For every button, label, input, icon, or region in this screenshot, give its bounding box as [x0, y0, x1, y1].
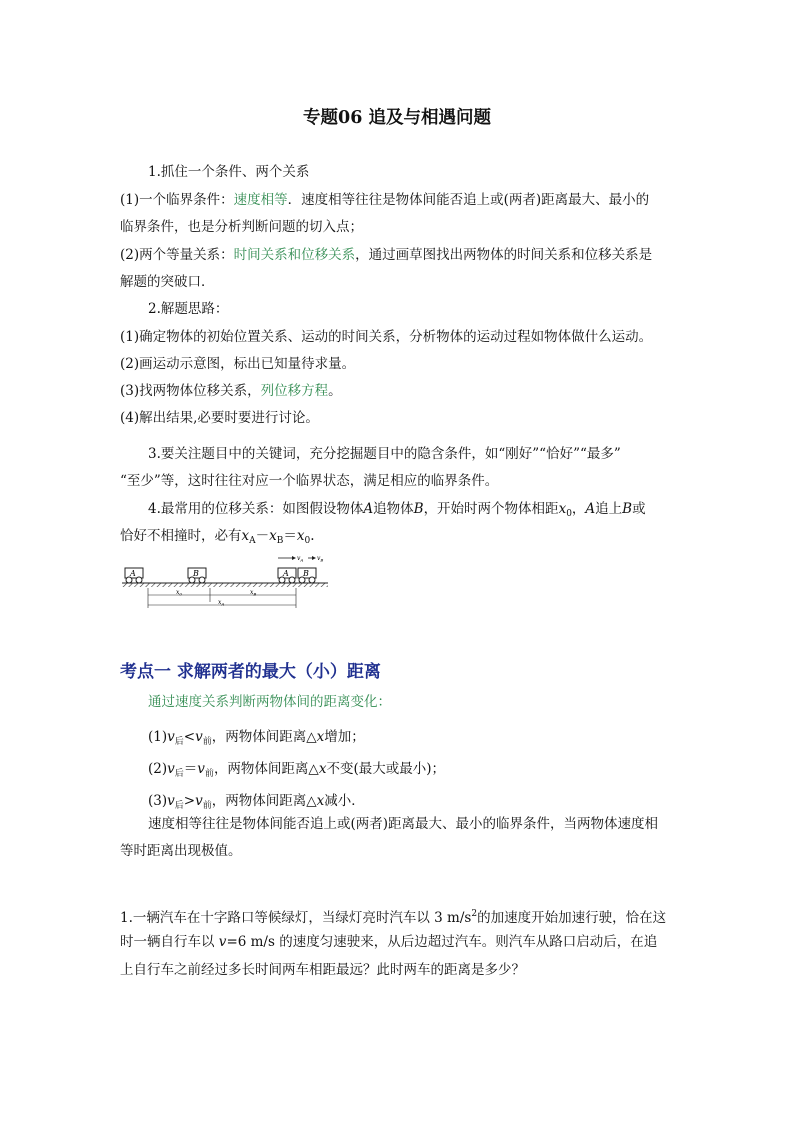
p4-text: 恰好不相撞时，必有: [120, 528, 242, 544]
p4-var-b: B: [413, 501, 424, 517]
velocity-arrow-b: [308, 555, 323, 563]
q1-line2: 时一辆自行车以 v=6 m/s 的速度匀速驶来，从后边超过汽车。则汽车从路口启动后，在追: [120, 934, 658, 950]
p1-l3-a: (2)两个等量关系：: [120, 247, 234, 263]
p4-line2: [120, 526, 680, 551]
p5-note-line1: 速度相等往往是物体间能否追上或(两者)距离最大、最小的临界条件，当两物体速度相: [148, 816, 659, 832]
p5-case1: $(1)v_后<v_前$，两物体间距离△x增加；: [148, 729, 365, 747]
p4-x0: $x_0$: [558, 501, 572, 519]
p1-line1: [120, 190, 680, 210]
p4-text: ，开始时两个物体相距: [423, 501, 559, 517]
p4-var-a: A: [585, 501, 596, 517]
svg-text:A: A: [283, 569, 289, 578]
svg-text:xB: $x_B$: [250, 589, 257, 597]
p4-formula: $x_A-x_B=x_0$.: [241, 528, 315, 546]
p1-line4: 解题的突破口．: [120, 274, 215, 290]
p2-step4: (4)解出结果,必要时要进行讨论。: [120, 410, 319, 426]
section-heading: 考点一 求解两者的最大（小）距离: [120, 662, 381, 682]
p4-line1: [148, 499, 708, 524]
svg-text:vB: $v_B$: [317, 555, 324, 563]
p1-line3: [120, 245, 680, 265]
car-a-end: [278, 568, 296, 583]
q1-line1: 1.一辆汽车在十字路口等候绿灯，当绿灯亮时汽车以 3 $m/s^2$的加速度开始加速行驶，恰在这: [120, 909, 667, 926]
dim-x0: [148, 589, 210, 597]
p1-line2: 临界条件，也是分析判断问题的切入点；: [120, 219, 363, 235]
svg-text:x0: $x_0$: [176, 589, 182, 597]
p4-text: 或: [632, 501, 646, 517]
p4-text: 追物体: [373, 501, 414, 517]
p4-var-a: A: [363, 501, 374, 517]
p4-var-b: B: [622, 501, 633, 517]
car-a-label: A: [130, 569, 136, 578]
p2-s3-highlight: 列位移方程: [260, 383, 329, 399]
p2-s3-b: 。: [328, 383, 342, 399]
p2-step2: (2)画运动示意图，标出已知量待求量。: [120, 356, 356, 372]
p1-l1-b: ．速度相等往往是物体间能否追上或(两者)距离最大、最小的: [287, 192, 650, 208]
p1-l1-highlight: 速度相等: [233, 192, 288, 208]
p1-heading: 1.抓住一个条件、两个关系: [148, 164, 310, 180]
p4-text: 追上: [595, 501, 623, 517]
page-title: 专题06 追及与相遇问题: [303, 108, 491, 128]
p3-line2: “至少”等，这时往往对应一个临界状态，满足相应的临界条件。: [120, 473, 499, 489]
p2-step3: [120, 381, 680, 401]
velocity-arrow-a: [278, 555, 303, 563]
p2-s3-a: (3)找两物体位移关系，: [120, 383, 261, 399]
svg-text:B: B: [303, 569, 309, 578]
car-b-end: [298, 568, 316, 583]
svg-text:vA: $v_A$: [297, 555, 304, 563]
p4-text: ，: [571, 501, 586, 517]
car-a-start: [125, 568, 143, 583]
svg-text:xA: $x_A$: [218, 599, 225, 607]
car-b-label: B: [193, 569, 199, 578]
p3-line1: 3.要关注题目中的关键词，充分挖掘题目中的隐含条件，如“刚好”“恰好”“最多”: [148, 446, 621, 462]
p2-step1: (1)确定物体的初始位置关系、运动的时间关系，分析物体的运动过程如物体做什么运动。: [120, 329, 653, 345]
p1-l1-a: (1)一个临界条件：: [120, 192, 234, 208]
p5-case3: $(3)v_后>v_前$，两物体间距离△x减小．: [148, 793, 365, 811]
dim-xb: [210, 589, 296, 597]
p5-note-line2: 等时距离出现极值。: [120, 843, 242, 859]
p4-text: 4.最常用的位移关系：如图假设物体: [148, 501, 364, 517]
pursuit-diagram: [120, 550, 332, 612]
p5-case2: $(2)v_后=v_前$，两物体间距离△x不变(最大或最小)；: [148, 761, 445, 779]
p5-intro: 通过速度关系判断两物体间的距离变化：: [148, 694, 391, 710]
ground-hatch: [122, 583, 328, 587]
q1-line3: 上自行车之前经过多长时间两车相距最远？此时两车的距离是多少？: [120, 962, 525, 978]
p1-l3-b: ，通过画草图找出两物体的时间关系和位移关系是: [355, 247, 653, 263]
car-b-start: [188, 568, 206, 583]
p2-heading: 2.解题思路：: [148, 301, 229, 317]
dim-xa: [148, 599, 296, 607]
p1-l3-highlight: 时间关系和位移关系: [233, 247, 356, 263]
